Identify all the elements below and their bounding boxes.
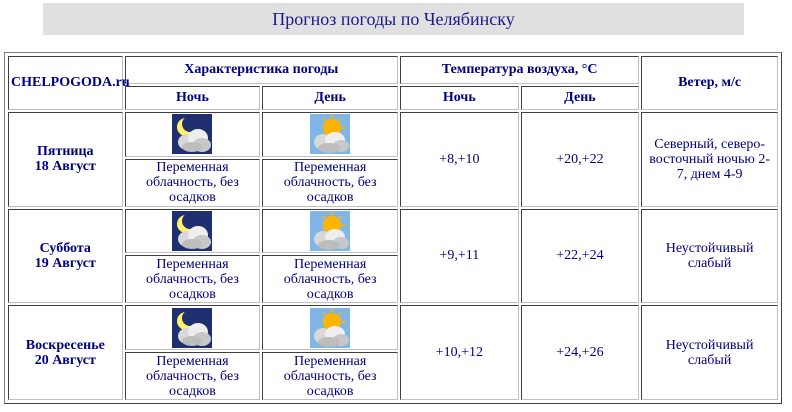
- page-title: Прогноз погоды по Челябинску: [43, 3, 744, 35]
- night-icon-cell: [125, 112, 261, 157]
- wind-header: Ветер, м/с: [641, 56, 778, 110]
- table-row: [8, 112, 778, 157]
- cloudy-night-moon-icon: [172, 114, 212, 154]
- cloudy-night-moon-icon: [172, 308, 212, 348]
- wind-value: Неустойчивый слабый: [641, 305, 778, 400]
- day-icon-cell: [262, 209, 398, 254]
- temp-day-value: +24,+26: [521, 305, 640, 400]
- date: 19 Август: [34, 255, 96, 271]
- temp-night-value: +9,+11: [400, 209, 519, 304]
- wind-value: Северный, северо-восточный ночью 2-7, днем 4-9: [641, 112, 778, 207]
- weekday: Воскресенье: [25, 337, 105, 353]
- day-description: Переменная облачность, без осадков: [262, 255, 398, 303]
- day-label: [8, 112, 123, 207]
- temp-day-value: +20,+22: [521, 112, 640, 207]
- night-description: Переменная облачность, без осадков: [125, 159, 261, 207]
- day-icon-cell: [262, 112, 398, 157]
- day-label: [8, 209, 123, 304]
- temp-night-header: Ночь: [400, 86, 519, 110]
- night-description: Переменная облачность, без осадков: [125, 352, 261, 400]
- day-icon-cell: [262, 305, 398, 350]
- weather-day-header: День: [262, 86, 398, 110]
- forecast-table: [6, 54, 780, 402]
- date: 18 Август: [34, 159, 96, 175]
- table-row: [8, 209, 778, 254]
- forecast-table-frame: [4, 52, 782, 404]
- temp-night-value: +8,+10: [400, 112, 519, 207]
- weekday: Суббота: [39, 240, 91, 256]
- partly-cloudy-sun-icon: [310, 114, 350, 154]
- night-description: Переменная облачность, без осадков: [125, 255, 261, 303]
- table-row: [8, 305, 778, 350]
- day-description: Переменная облачность, без осадков: [262, 159, 398, 207]
- air-temperature-header: Температура воздуха, °С: [400, 56, 639, 84]
- weekday: Пятница: [37, 144, 94, 160]
- day-label: [8, 305, 123, 400]
- weather-night-header: Ночь: [125, 86, 261, 110]
- partly-cloudy-sun-icon: [310, 308, 350, 348]
- wind-value: Неустойчивый слабый: [641, 209, 778, 304]
- night-icon-cell: [125, 209, 261, 254]
- temp-day-header: День: [521, 86, 640, 110]
- temp-night-value: +10,+12: [400, 305, 519, 400]
- partly-cloudy-sun-icon: [310, 211, 350, 251]
- date: 20 Август: [34, 352, 96, 368]
- site-name-header: CHELPOGODA.ru: [8, 56, 123, 110]
- temp-day-value: +22,+24: [521, 209, 640, 304]
- weather-characteristic-header: Характеристика погоды: [125, 56, 398, 84]
- cloudy-night-moon-icon: [172, 211, 212, 251]
- day-description: Переменная облачность, без осадков: [262, 352, 398, 400]
- night-icon-cell: [125, 305, 261, 350]
